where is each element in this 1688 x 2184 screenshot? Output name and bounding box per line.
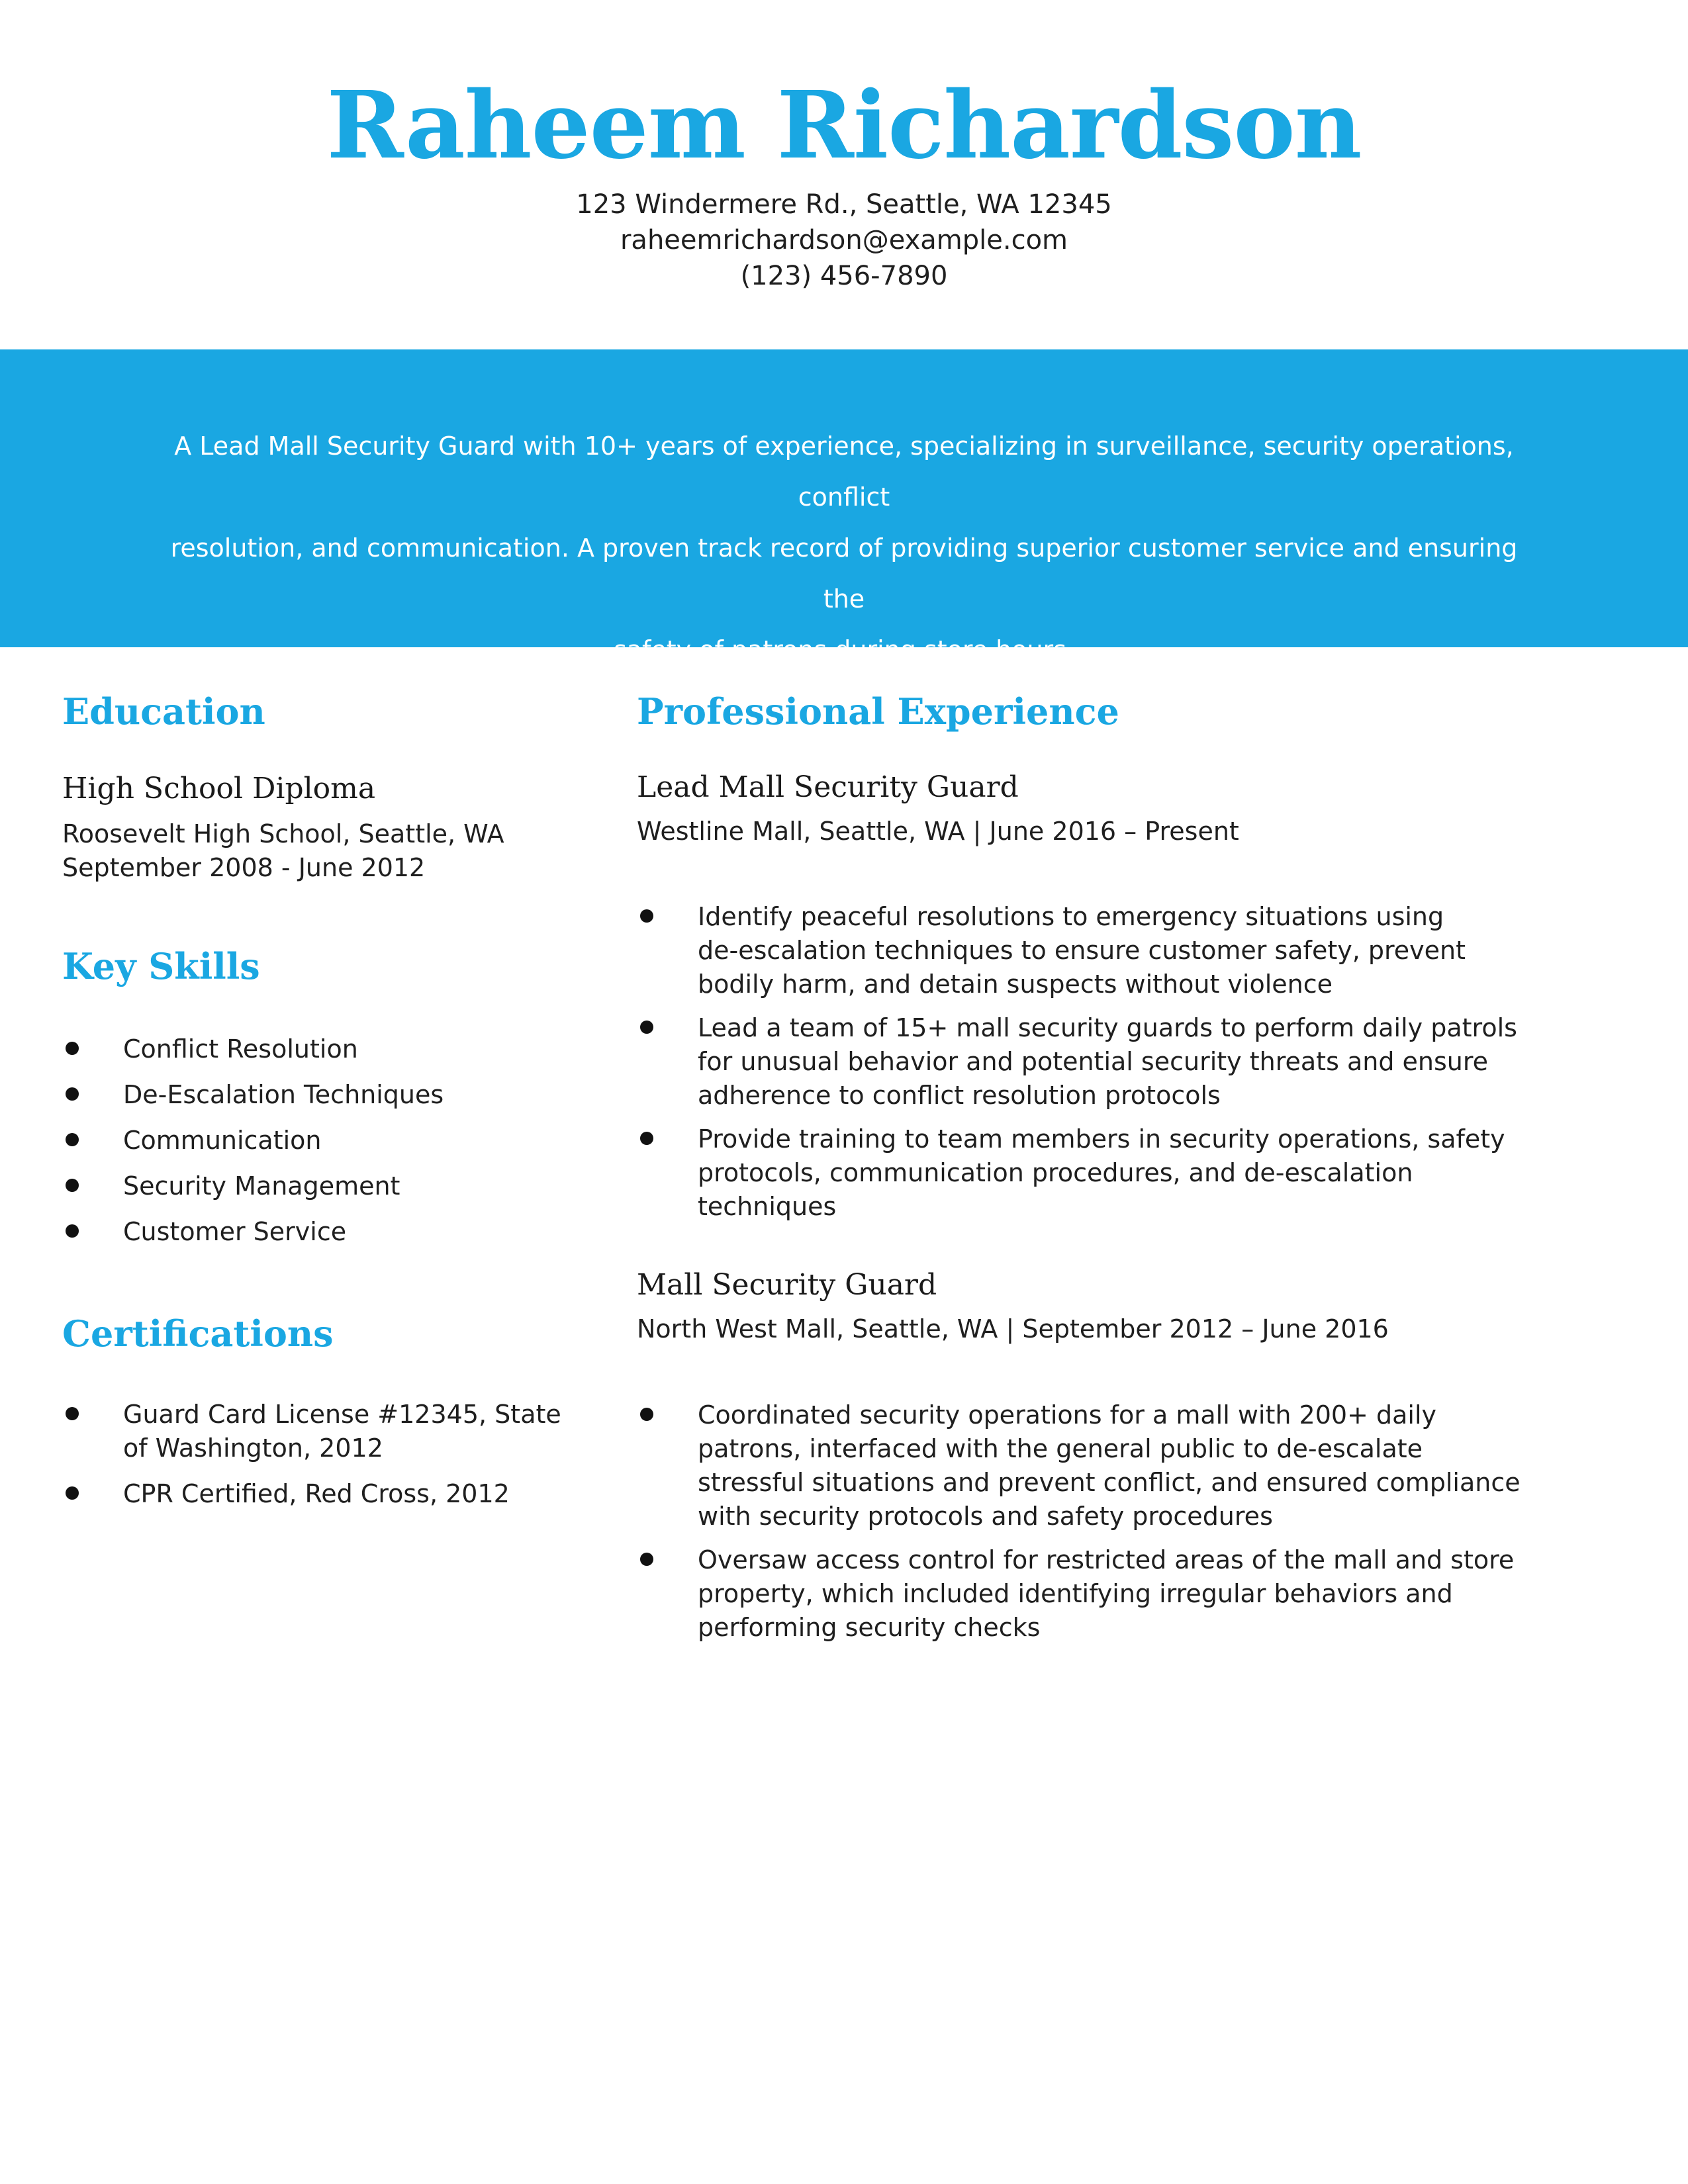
bullet-icon (66, 1179, 79, 1192)
address: 123 Windermere Rd., Seattle, WA 12345 (576, 189, 1112, 220)
job-bullets (637, 1398, 1550, 1655)
certifications-heading: Certifications (62, 1312, 334, 1355)
bullet-line: protocols, communication procedures, and de-escalation (698, 1158, 1413, 1187)
bullet-icon (640, 909, 653, 923)
bullet-icon (640, 1408, 653, 1421)
bullet-icon (66, 1042, 79, 1055)
summary-text (165, 421, 1523, 676)
education-degree: High School Diploma (62, 772, 376, 805)
bullet-line: with security protocols and safety procedures (698, 1502, 1273, 1531)
summary-line: A Lead Mall Security Guard with 10+ years of experience, specializing in surveillance, security operations, conflict (174, 432, 1514, 512)
certifications-list (62, 1398, 565, 1523)
bullet-line: property, which included identifying irregular behaviors and (698, 1579, 1453, 1608)
candidate-name: Raheem Richardson (326, 71, 1362, 180)
list-item (62, 1124, 565, 1158)
cert-line: Guard Card License #12345, State (123, 1400, 561, 1429)
skill-label: Conflict Resolution (123, 1034, 358, 1064)
skill-label: Communication (123, 1126, 322, 1155)
bullet-icon (640, 1553, 653, 1566)
bullet-line: adherence to conflict resolution protocols (698, 1081, 1221, 1110)
education-school: Roosevelt High School, Seattle, WA (62, 819, 504, 848)
bullet-icon (66, 1486, 79, 1500)
job-title: Mall Security Guard (637, 1268, 937, 1302)
bullet-icon (640, 1021, 653, 1034)
email: raheemrichardson@example.com (620, 225, 1068, 255)
bullet-icon (66, 1087, 79, 1101)
bullet-line: Identify peaceful resolutions to emergency situations using (698, 902, 1444, 931)
bullet-line: Coordinated security operations for a mall with 200+ daily (698, 1400, 1436, 1430)
bullet-icon (66, 1407, 79, 1420)
list-item (62, 1215, 565, 1249)
list-item (62, 1477, 565, 1511)
bullet-icon (66, 1133, 79, 1146)
phone: (123) 456-7890 (740, 261, 948, 291)
skill-label: Security Management (123, 1171, 400, 1201)
skills-list (62, 1032, 565, 1261)
skill-label: Customer Service (123, 1217, 347, 1246)
bullet-line: techniques (698, 1192, 837, 1221)
skills-heading: Key Skills (62, 945, 260, 987)
bullet-line: stressful situations and prevent conflict, and ensured compliance (698, 1468, 1521, 1497)
list-item (637, 1122, 1550, 1224)
list-item (637, 1398, 1550, 1533)
bullet-icon (66, 1224, 79, 1238)
education-heading: Education (62, 690, 265, 733)
experience-heading: Professional Experience (637, 690, 1119, 733)
bullet-line: Oversaw access control for restricted areas of the mall and store (698, 1545, 1515, 1574)
job-meta: Westline Mall, Seattle, WA | June 2016 – Present (637, 817, 1239, 846)
summary-line: resolution, and communication. A proven track record of providing superior customer service and ensuring the (170, 533, 1518, 614)
resume-header (0, 0, 1688, 349)
contact-info (0, 187, 1688, 294)
list-item (637, 1011, 1550, 1113)
list-item (62, 1169, 565, 1203)
education-dates: September 2008 - June 2012 (62, 853, 426, 882)
list-item (637, 1543, 1550, 1645)
bullet-line: Lead a team of 15+ mall security guards to perform daily patrols (698, 1013, 1517, 1042)
list-item (62, 1032, 565, 1066)
cert-line: of Washington, 2012 (123, 1433, 383, 1463)
bullet-line: patrons, interfaced with the general public to de-escalate (698, 1434, 1423, 1463)
bullet-line: for unusual behavior and potential security threats and ensure (698, 1047, 1489, 1076)
list-item (62, 1398, 565, 1465)
bullet-line: bodily harm, and detain suspects without violence (698, 970, 1333, 999)
job-bullets (637, 900, 1550, 1234)
list-item (637, 900, 1550, 1001)
job-title: Lead Mall Security Guard (637, 770, 1019, 804)
job-meta: North West Mall, Seattle, WA | September 2012 – June 2016 (637, 1314, 1389, 1343)
list-item (62, 1078, 565, 1112)
bullet-line: de-escalation techniques to ensure customer safety, prevent (698, 936, 1466, 965)
bullet-icon (640, 1132, 653, 1145)
summary-band (0, 349, 1688, 664)
bullet-line: performing security checks (698, 1613, 1041, 1642)
bullet-line: Provide training to team members in security operations, safety (698, 1124, 1505, 1154)
skill-label: De-Escalation Techniques (123, 1080, 444, 1109)
summary-line: safety of patrons during store hours. (613, 635, 1075, 664)
cert-line: CPR Certified, Red Cross, 2012 (123, 1479, 510, 1508)
